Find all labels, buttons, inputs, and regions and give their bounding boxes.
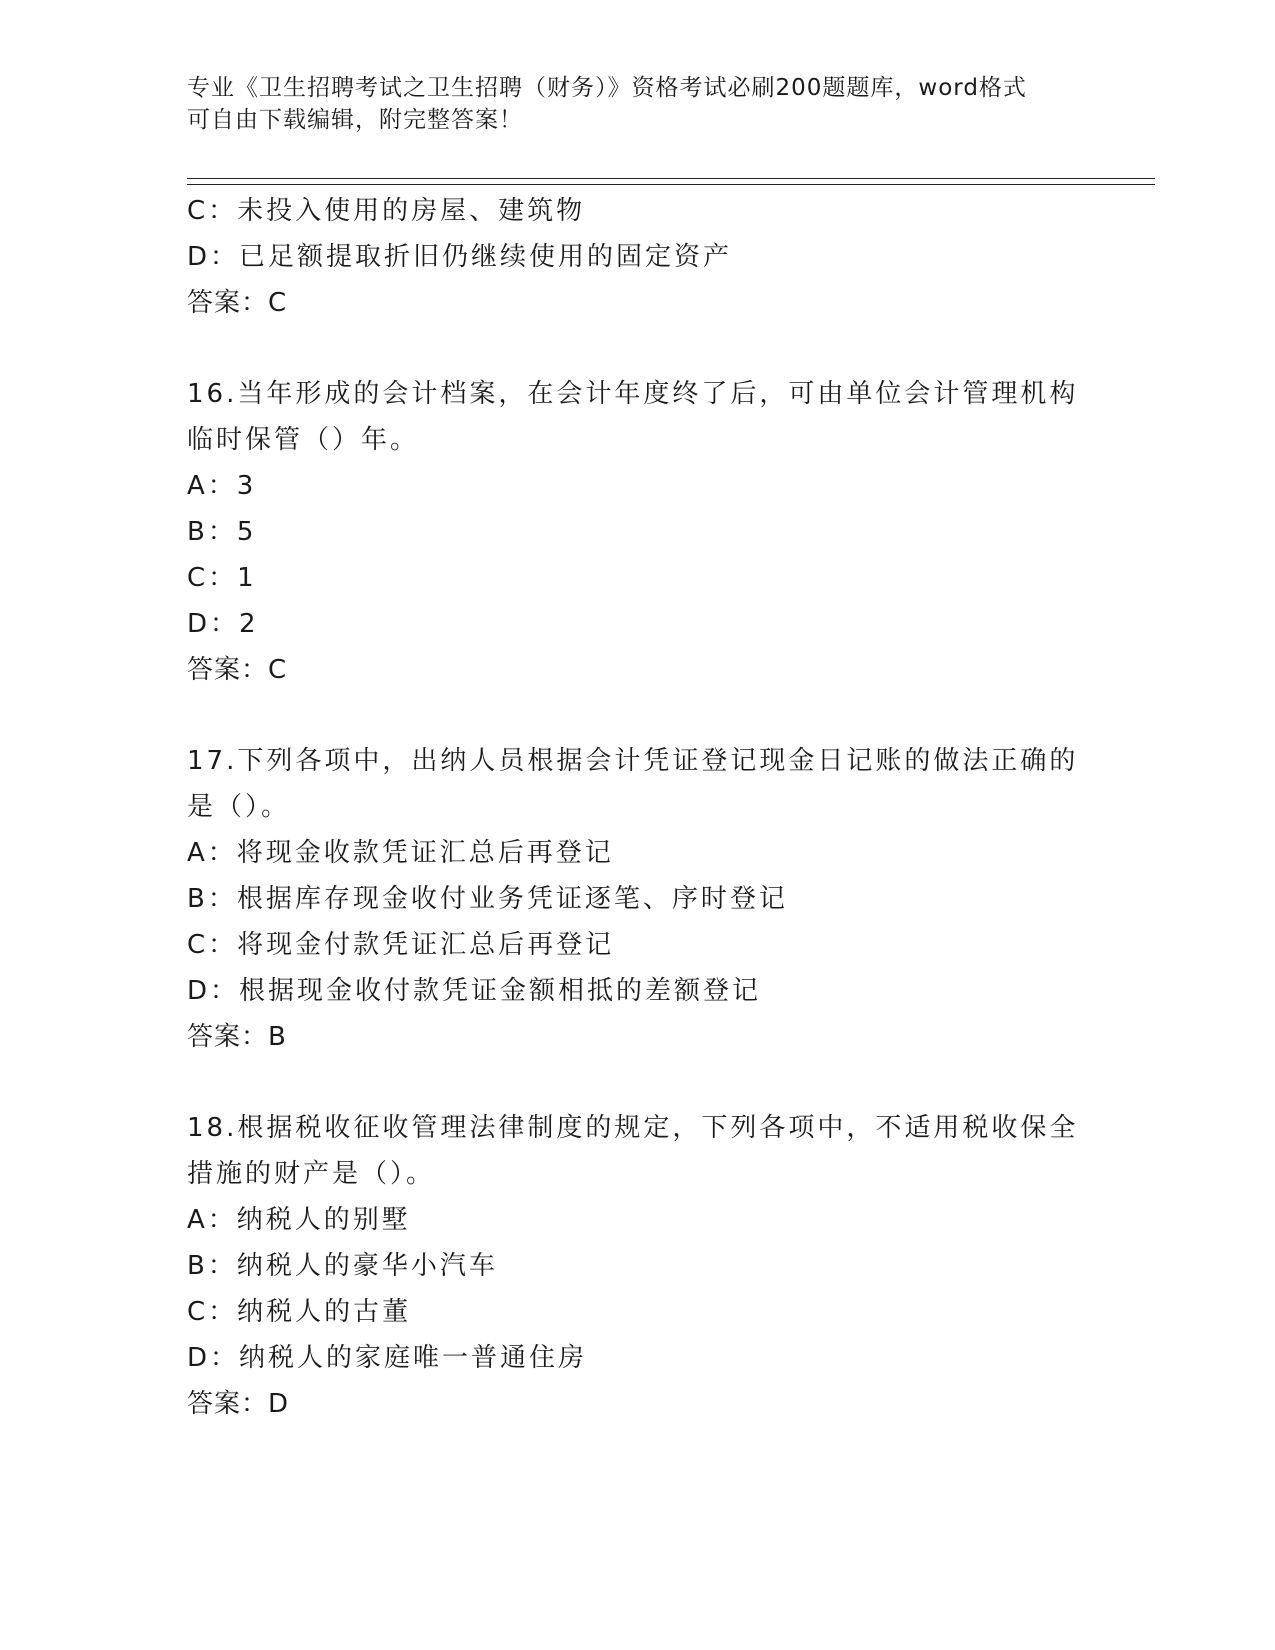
question-16-option-c: C：1 — [187, 563, 257, 593]
question-17-option-c: C：将现金付款凭证汇总后再登记 — [187, 930, 615, 960]
question-17-option-d: D：根据现金收付款凭证金额相抵的差额登记 — [187, 976, 762, 1006]
question-16-stem-line-2: 临时保管（）年。 — [187, 425, 420, 455]
question-18-option-a: A：纳税人的别墅 — [187, 1205, 411, 1235]
question-18-option-c: C：纳税人的古董 — [187, 1297, 412, 1327]
question-16-stem-line-1: 16.当年形成的会计档案，在会计年度终了后，可由单位会计管理机构 — [187, 379, 1079, 409]
header-line-2: 可自由下载编辑，附完整答案！ — [187, 107, 523, 133]
question-17-option-b: B：根据库存现金收付业务凭证逐笔、序时登记 — [187, 884, 788, 914]
question-17-stem-line-1: 17.下列各项中，出纳人员根据会计凭证登记现金日记账的做法正确的 — [187, 746, 1079, 776]
prev-answer: 答案：C — [187, 288, 288, 318]
spacer — [187, 326, 1087, 371]
question-18-stem-line-1: 18.根据税收征收管理法律制度的规定，下列各项中，不适用税收保全 — [187, 1113, 1079, 1143]
question-16-option-a: A：3 — [187, 471, 257, 501]
question-18-answer: 答案：D — [187, 1389, 290, 1419]
prev-option-d: D：已足额提取折旧仍继续使用的固定资产 — [187, 242, 733, 272]
question-16 — [187, 371, 1087, 463]
header-line-1: 专业《卫生招聘考试之卫生招聘（财务）》资格考试必刷200题题库，word格式 — [187, 75, 1027, 101]
header-divider-bottom — [187, 184, 1155, 185]
question-16-option-b: B：5 — [187, 517, 257, 547]
header-divider-top — [187, 178, 1155, 179]
question-18-option-d: D：纳税人的家庭唯一普通住房 — [187, 1343, 588, 1373]
question-17-stem-line-2: 是（）。 — [187, 792, 291, 822]
question-17-answer: 答案：B — [187, 1022, 287, 1052]
document-header — [187, 72, 1087, 136]
question-18-option-b: B：纳税人的豪华小汽车 — [187, 1251, 498, 1281]
question-16-answer: 答案：C — [187, 655, 288, 685]
question-18-stem-line-2: 措施的财产是（）。 — [187, 1159, 436, 1189]
question-18 — [187, 1105, 1087, 1197]
spacer — [187, 1060, 1087, 1105]
question-17 — [187, 738, 1087, 830]
spacer — [187, 693, 1087, 738]
question-content — [187, 188, 1087, 1427]
question-16-option-d: D：2 — [187, 609, 259, 639]
prev-option-c: C：未投入使用的房屋、建筑物 — [187, 196, 586, 226]
question-17-option-a: A：将现金收款凭证汇总后再登记 — [187, 838, 614, 868]
